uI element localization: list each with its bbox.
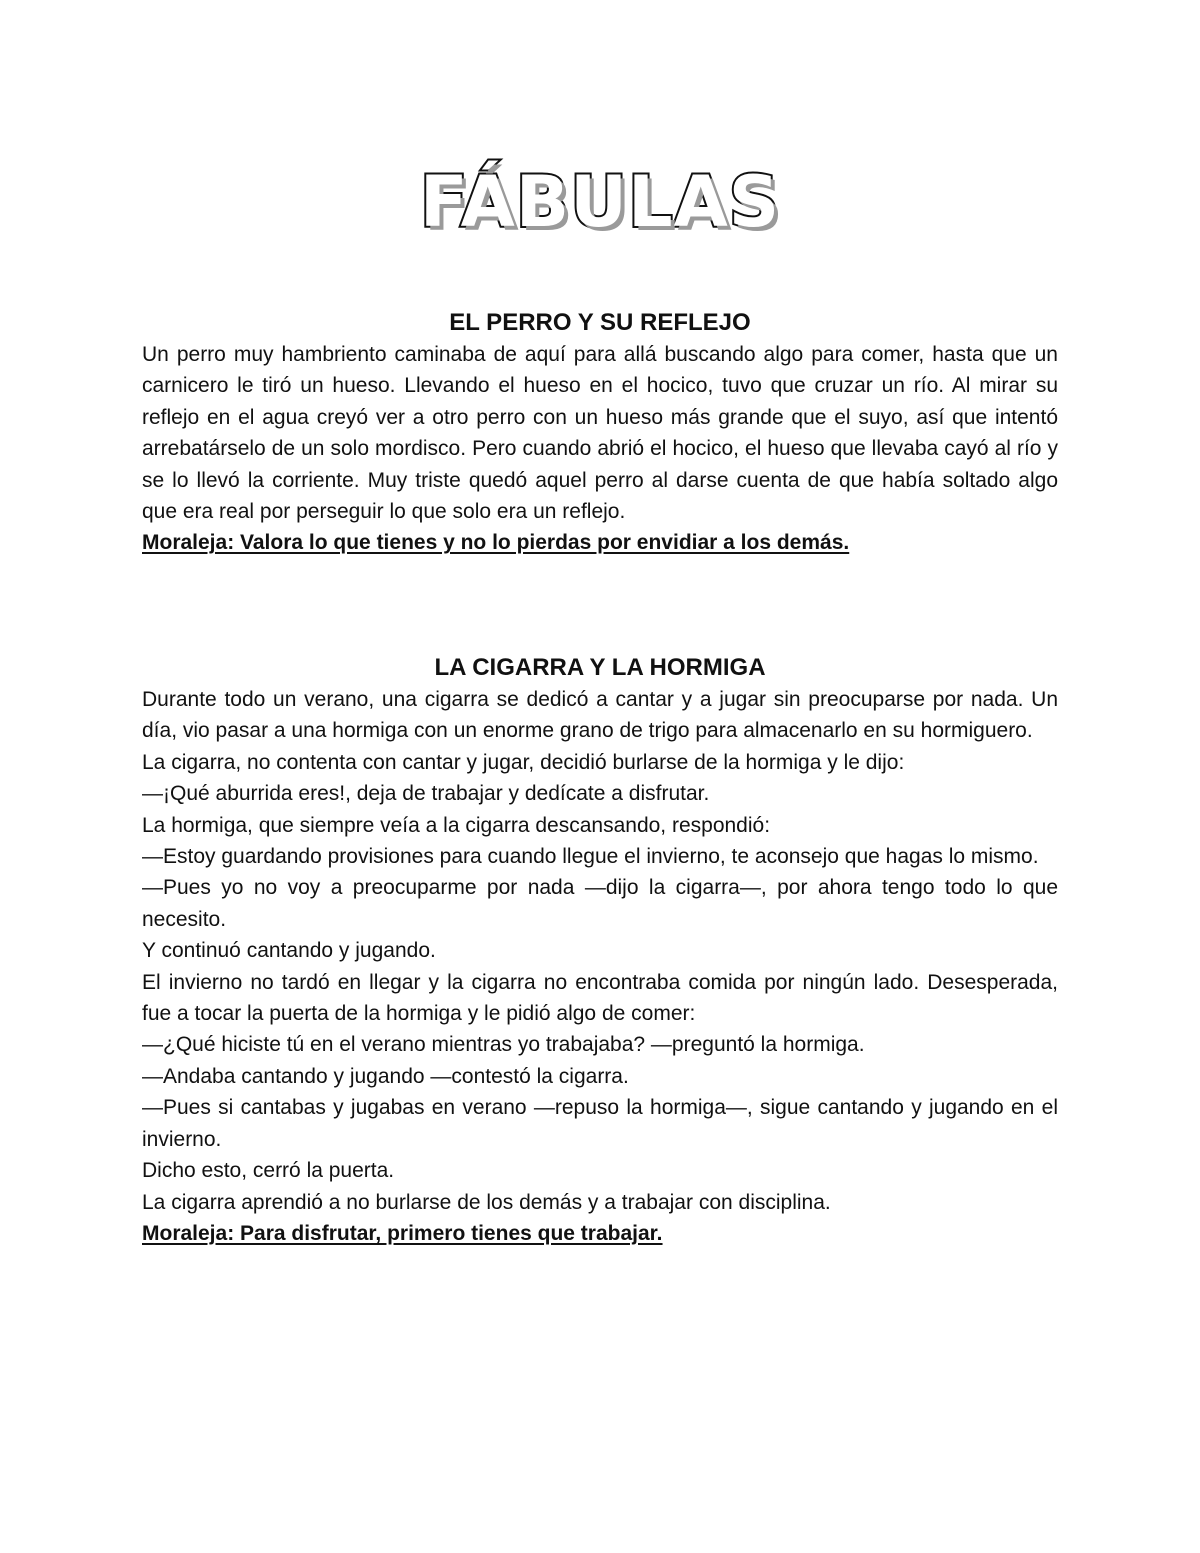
fable-paragraph: —Estoy guardando provisiones para cuando llegue el invierno, te aconsejo que hagas lo mismo. bbox=[142, 845, 1039, 869]
page-title: FÁBULAS bbox=[419, 161, 781, 243]
fable-moral: Moraleja: Para disfrutar, primero tienes que trabajar. bbox=[142, 1221, 663, 1245]
fable-title: EL PERRO Y SU REFLEJO bbox=[449, 309, 751, 336]
fable-paragraph: Dicho esto, cerró la puerta. bbox=[142, 1159, 395, 1183]
fable-paragraph: Durante todo un verano, una cigarra se dedicó a cantar y a jugar sin preocuparse por nada. Un día, vio pasar a una hormiga con un enorme grano de trigo para almacenarlo en su hormiguero. bbox=[142, 688, 1058, 743]
fable-paragraph: —Pues si cantabas y jugabas en verano —repuso la hormiga—, sigue cantando y jugando en el invierno. bbox=[142, 1096, 1058, 1151]
fable-el-perro-y-su-reflejo bbox=[142, 307, 1058, 559]
fable-paragraph: —¿Qué hiciste tú en el verano mientras yo trabajaba? —preguntó la hormiga. bbox=[142, 1033, 865, 1057]
fable-title: LA CIGARRA Y LA HORMIGA bbox=[434, 654, 766, 681]
fable-paragraph: —Andaba cantando y jugando —contestó la cigarra. bbox=[142, 1064, 629, 1088]
fable-moral: Moraleja: Valora lo que tienes y no lo pierdas por envidiar a los demás. bbox=[142, 531, 850, 555]
fable-paragraph: La hormiga, que siempre veía a la cigarra descansando, respondió: bbox=[142, 813, 771, 837]
fable-paragraph: Y continuó cantando y jugando. bbox=[142, 939, 436, 963]
fable-paragraph: —Pues yo no voy a preocuparme por nada —dijo la cigarra—, por ahora tengo todo lo que necesito. bbox=[142, 876, 1058, 931]
fable-paragraph: —¡Qué aburrida eres!, deja de trabajar y dedícate a disfrutar. bbox=[142, 782, 710, 806]
fable-paragraph: Un perro muy hambriento caminaba de aquí para allá buscando algo para comer, hasta que un carnicero le tiró un hueso. Llevando el hueso en el hocico, tuvo que cruzar un río. Al mirar su reflejo en el agua creyó ver a otro perro con un hueso más grande que el suyo, así que intentó arrebatárselo de un solo mordisco. Pero cuando abrió el hocico, el hueso que llevaba cayó al río y se lo llevó la corriente. Muy triste quedó aquel perro al darse cuenta de que había soltado algo que era real por perseguir lo que solo era un reflejo. bbox=[142, 343, 1058, 524]
fable-la-cigarra-y-la-hormiga bbox=[142, 652, 1058, 1249]
fable-paragraph: La cigarra, no contenta con cantar y jugar, decidió burlarse de la hormiga y le dijo: bbox=[142, 750, 905, 774]
fable-paragraph: La cigarra aprendió a no burlarse de los demás y a trabajar con disciplina. bbox=[142, 1190, 831, 1214]
fable-paragraph: El invierno no tardó en llegar y la cigarra no encontraba comida por ningún lado. Desesperada, fue a tocar la puerta de la hormiga y le pidió algo de comer: bbox=[142, 970, 1058, 1026]
